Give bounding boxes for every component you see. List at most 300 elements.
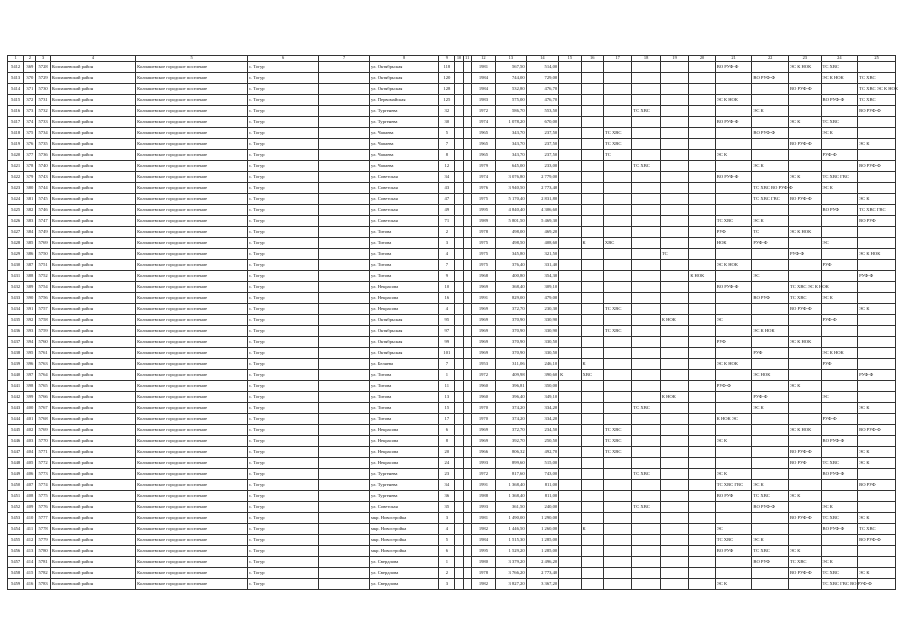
table-cell <box>715 205 752 216</box>
table-cell: 5431 <box>8 271 24 282</box>
table-cell: РУФ-Ф <box>821 315 858 326</box>
table-cell: 1 490,00 <box>496 513 527 524</box>
table-cell <box>660 62 688 73</box>
table-cell <box>319 337 370 348</box>
table-cell <box>559 260 581 271</box>
table-cell <box>752 249 789 260</box>
table-cell: с. Тогур <box>248 315 319 326</box>
table-cell <box>660 172 688 183</box>
table-cell: Колпашевский район <box>50 458 135 469</box>
table-cell <box>559 458 581 469</box>
table-row <box>8 282 896 293</box>
table-cell: 309,10 <box>526 282 559 293</box>
table-cell: 5425 <box>8 205 24 216</box>
column-number: 10 <box>456 55 462 61</box>
table-cell: ТС ХВС <box>788 293 821 304</box>
table-cell: 5777 <box>36 513 50 524</box>
table-cell: 1974 <box>471 117 495 128</box>
table-cell <box>788 150 821 161</box>
table-cell: Колпашевское городское поселение <box>136 326 248 337</box>
table-cell: 330,90 <box>526 326 559 337</box>
table-cell: 1981 <box>471 513 495 524</box>
table-cell <box>788 348 821 359</box>
table-cell: 118 <box>439 62 455 73</box>
table-cell <box>581 447 603 458</box>
table-cell <box>319 403 370 414</box>
table-cell: Колпашевское городское поселение <box>136 227 248 238</box>
table-cell <box>559 84 581 95</box>
table-cell <box>752 337 789 348</box>
table-cell: мкр. Новостройка <box>370 524 439 535</box>
table-cell <box>559 161 581 172</box>
table-cell <box>559 271 581 282</box>
table-cell: Колпашевский район <box>50 293 135 304</box>
table-cell <box>455 326 463 337</box>
table-cell: 5459 <box>8 579 24 590</box>
column-number: 25 <box>858 56 896 62</box>
table-cell <box>463 194 471 205</box>
table-cell: 409,98 <box>496 370 527 381</box>
table-cell: НОК <box>715 238 752 249</box>
table-cell <box>603 546 631 557</box>
table-cell: Колпашевский район <box>50 260 135 271</box>
table-cell: 390,60 <box>526 370 559 381</box>
table-cell: 372 <box>24 95 36 106</box>
table-cell <box>689 326 715 337</box>
table-cell: 1960 <box>471 381 495 392</box>
table-cell <box>858 172 896 183</box>
table-cell: ул. Советская <box>370 502 439 513</box>
table-cell: мкр. Новостройка <box>370 546 439 557</box>
table-cell <box>632 436 660 447</box>
table-cell <box>632 271 660 282</box>
table-cell <box>463 73 471 84</box>
table-cell: 400,80 <box>496 271 527 282</box>
table-cell <box>715 73 752 84</box>
table-cell: 230,30 <box>526 304 559 315</box>
table-cell <box>581 106 603 117</box>
table-cell: 371 <box>24 84 36 95</box>
table-cell: 5454 <box>8 524 24 535</box>
table-cell: с. Тогур <box>248 304 319 315</box>
table-cell: 330,50 <box>526 348 559 359</box>
table-cell: 2 831,80 <box>526 194 559 205</box>
table-cell: ТС <box>660 249 688 260</box>
table-cell: с. Тогур <box>248 557 319 568</box>
table-cell: 5449 <box>8 469 24 480</box>
table-cell <box>858 315 896 326</box>
table-cell: 383 <box>24 216 36 227</box>
table-cell <box>660 447 688 458</box>
table-cell <box>463 238 471 249</box>
table-cell: ЭС К <box>788 117 821 128</box>
table-cell: ВО РУФ <box>858 216 896 227</box>
table-cell <box>319 128 370 139</box>
table-cell <box>715 128 752 139</box>
table-cell: ВО РУФ-Ф <box>821 95 858 106</box>
table-cell: с. Тогур <box>248 502 319 513</box>
table-cell: 43 <box>439 183 455 194</box>
table-cell <box>660 436 688 447</box>
table-cell: Колпашевский район <box>50 535 135 546</box>
table-cell <box>689 513 715 524</box>
table-cell: 1982 <box>471 579 495 590</box>
table-cell <box>858 282 896 293</box>
table-cell: ул. Чапаева <box>370 150 439 161</box>
table-cell: Колпашевский район <box>50 117 135 128</box>
table-cell <box>455 172 463 183</box>
table-cell: 101 <box>439 348 455 359</box>
table-cell: ЭС К <box>858 304 896 315</box>
table-cell: ул. Титова <box>370 271 439 282</box>
table-cell <box>788 205 821 216</box>
table-cell <box>632 183 660 194</box>
table-cell <box>455 95 463 106</box>
table-cell <box>463 513 471 524</box>
table-cell: Колпашевский район <box>50 282 135 293</box>
table-cell: ТС ХВС <box>603 139 631 150</box>
table-cell: 5440 <box>8 370 24 381</box>
table-cell <box>752 304 789 315</box>
column-number: 23 <box>788 56 821 62</box>
table-cell <box>455 84 463 95</box>
table-cell: Колпашевское городское поселение <box>136 128 248 139</box>
table-cell <box>660 73 688 84</box>
table-cell: с. Тогур <box>248 293 319 304</box>
table-cell: ЭС К НОК <box>788 62 821 73</box>
table-cell: 234,50 <box>526 425 559 436</box>
table-cell: 476,70 <box>526 95 559 106</box>
table-cell <box>581 117 603 128</box>
table-cell: Колпашевское городское поселение <box>136 579 248 590</box>
table-cell <box>463 326 471 337</box>
table-cell: 5779 <box>36 535 50 546</box>
table-cell: ул. Тургенева <box>370 469 439 480</box>
table-cell <box>581 62 603 73</box>
table-cell: ТС ХВС ГВС <box>752 194 789 205</box>
table-cell: 5458 <box>8 568 24 579</box>
table-cell <box>455 227 463 238</box>
table-cell <box>319 568 370 579</box>
table-row <box>8 491 896 502</box>
table-cell: Колпашевское городское поселение <box>136 139 248 150</box>
table-cell: ВО РУФ-Ф <box>752 73 789 84</box>
table-cell: Колпашевский район <box>50 546 135 557</box>
table-cell: 35 <box>439 502 455 513</box>
table-cell: ул. Титова <box>370 260 439 271</box>
table-cell: Колпашевский район <box>50 304 135 315</box>
table-cell <box>603 568 631 579</box>
table-cell: с. Тогур <box>248 414 319 425</box>
table-cell: 5415 <box>8 95 24 106</box>
table-cell: 32 <box>439 106 455 117</box>
table-cell: мкр. Новостройка <box>370 513 439 524</box>
table-cell <box>463 491 471 502</box>
table-cell: К <box>581 238 603 249</box>
table-cell: 398 <box>24 381 36 392</box>
table-cell: 16 <box>439 293 455 304</box>
table-cell <box>858 469 896 480</box>
table-cell: К НОК <box>660 315 688 326</box>
table-cell: ул. Советская <box>370 194 439 205</box>
table-cell <box>858 491 896 502</box>
table-cell: 1993 <box>471 458 495 469</box>
table-cell <box>858 557 896 568</box>
table-cell <box>319 480 370 491</box>
table-cell: ЭС К <box>821 293 858 304</box>
table-cell <box>455 337 463 348</box>
table-cell: РУФ-Ф <box>821 150 858 161</box>
table-cell <box>752 381 789 392</box>
table-cell <box>463 392 471 403</box>
table-cell <box>455 370 463 381</box>
table-cell: 5782 <box>36 568 50 579</box>
table-cell: 399 <box>24 392 36 403</box>
table-cell: ТС ХВС ГВС <box>715 480 752 491</box>
table-cell <box>581 249 603 260</box>
table-cell <box>559 282 581 293</box>
table-cell <box>660 502 688 513</box>
table-cell: 5759 <box>36 326 50 337</box>
table-cell <box>463 304 471 315</box>
table-cell <box>559 249 581 260</box>
table-cell: 5778 <box>36 524 50 535</box>
table-row <box>8 469 896 480</box>
table-cell <box>319 161 370 172</box>
table-cell: ЭС К <box>752 480 789 491</box>
table-cell <box>581 139 603 150</box>
table-cell: 5451 <box>8 491 24 502</box>
table-cell <box>319 326 370 337</box>
table-cell <box>689 172 715 183</box>
table-cell: ЭС К НОК <box>858 249 896 260</box>
table-cell <box>559 150 581 161</box>
table-cell: 237,50 <box>526 128 559 139</box>
table-cell <box>455 557 463 568</box>
table-cell: 1969 <box>471 348 495 359</box>
table-cell: 372,70 <box>496 304 527 315</box>
table-cell: 553,50 <box>526 106 559 117</box>
table-cell <box>455 491 463 502</box>
table-cell: 1 529,20 <box>496 546 527 557</box>
table-cell <box>689 447 715 458</box>
table-cell <box>788 95 821 106</box>
table-cell: 2 496,20 <box>526 557 559 568</box>
table-cell <box>821 337 858 348</box>
table-cell: ХВС <box>603 238 631 249</box>
table-cell: 376,40 <box>496 260 527 271</box>
table-cell <box>463 260 471 271</box>
table-cell <box>455 73 463 84</box>
table-cell <box>660 524 688 535</box>
table-cell: Колпашевский район <box>50 194 135 205</box>
table-cell: Колпашевское городское поселение <box>136 469 248 480</box>
table-cell <box>821 480 858 491</box>
table-cell: 5765 <box>36 381 50 392</box>
table-cell: ТС ХВС ЭС К НОК <box>858 84 896 95</box>
table-cell <box>455 260 463 271</box>
table-cell: 1965 <box>471 150 495 161</box>
table-cell <box>463 425 471 436</box>
table-cell <box>319 139 370 150</box>
column-number: 7 <box>319 56 370 62</box>
table-cell: ул. Тургенева <box>370 491 439 502</box>
table-cell: 5452 <box>8 502 24 513</box>
table-cell: 373 <box>24 106 36 117</box>
table-cell: Колпашевский район <box>50 183 135 194</box>
table-cell: ул. Советская <box>370 183 439 194</box>
table-cell <box>463 524 471 535</box>
table-cell <box>581 150 603 161</box>
table-cell <box>821 216 858 227</box>
table-cell: 370,90 <box>496 348 527 359</box>
table-cell <box>689 161 715 172</box>
table-cell <box>603 359 631 370</box>
table-cell: ВО РУФ-Ф <box>821 469 858 480</box>
table-cell <box>603 414 631 425</box>
table-cell <box>463 62 471 73</box>
table-cell: 10 <box>439 282 455 293</box>
table-row <box>8 579 896 590</box>
table-body <box>8 56 896 590</box>
table-cell: 5772 <box>36 458 50 469</box>
table-cell: ВО РУФ-Ф <box>715 62 752 73</box>
table-cell <box>319 194 370 205</box>
table-cell: ВО РУФ <box>715 491 752 502</box>
column-number: 15 <box>559 56 581 62</box>
table-row <box>8 150 896 161</box>
table-cell <box>463 117 471 128</box>
table-cell: 411 <box>24 524 36 535</box>
table-cell: ТС ХВС <box>603 425 631 436</box>
table-cell: 47 <box>439 194 455 205</box>
table-cell: 404 <box>24 447 36 458</box>
table-cell <box>821 227 858 238</box>
table-cell: 5427 <box>8 227 24 238</box>
table-cell <box>660 337 688 348</box>
table-cell <box>821 491 858 502</box>
table-cell <box>632 128 660 139</box>
table-cell <box>455 436 463 447</box>
table-cell: 3 940,50 <box>496 183 527 194</box>
table-cell: 5453 <box>8 513 24 524</box>
table-cell <box>788 359 821 370</box>
table-cell: Колпашевское городское поселение <box>136 293 248 304</box>
table-cell: ВО РУФ <box>788 458 821 469</box>
table-cell <box>632 414 660 425</box>
table-cell <box>689 117 715 128</box>
table-cell <box>632 260 660 271</box>
table-cell: ВО РУФ-Ф <box>788 513 821 524</box>
table-cell: ул. Титова <box>370 370 439 381</box>
table-cell: 97 <box>439 326 455 337</box>
table-cell: 5420 <box>8 150 24 161</box>
table-cell <box>603 194 631 205</box>
table-cell <box>632 282 660 293</box>
table-cell: ТС ХВС <box>632 106 660 117</box>
table-cell: 3 <box>439 579 455 590</box>
table-cell: 5749 <box>36 227 50 238</box>
table-cell: 233,00 <box>526 161 559 172</box>
table-cell <box>788 524 821 535</box>
table-cell <box>581 205 603 216</box>
table-cell: 5766 <box>36 392 50 403</box>
table-cell <box>632 392 660 403</box>
table-cell: ТС ХВС <box>821 513 858 524</box>
table-cell <box>319 117 370 128</box>
table-cell: 5434 <box>8 304 24 315</box>
table-cell: 899,60 <box>496 458 527 469</box>
table-cell: Колпашевское городское поселение <box>136 337 248 348</box>
table-cell: 125 <box>439 95 455 106</box>
table-cell: ул. Некрасова <box>370 436 439 447</box>
table-cell <box>581 458 603 469</box>
table-cell: ВО РУФ <box>821 205 858 216</box>
table-cell <box>455 205 463 216</box>
table-cell <box>715 370 752 381</box>
table-cell: 498,00 <box>496 227 527 238</box>
table-cell <box>581 436 603 447</box>
table-cell <box>455 282 463 293</box>
table-cell <box>455 524 463 535</box>
table-cell <box>715 304 752 315</box>
table-cell <box>752 84 789 95</box>
table-cell: 1965 <box>471 128 495 139</box>
table-cell: 5761 <box>36 348 50 359</box>
table-cell: 3 <box>439 238 455 249</box>
table-cell: 1965 <box>471 139 495 150</box>
table-cell <box>463 205 471 216</box>
table-cell <box>689 315 715 326</box>
table-cell <box>319 381 370 392</box>
table-cell: 1972 <box>471 469 495 480</box>
table-cell: 1969 <box>471 315 495 326</box>
table-cell: Колпашевский район <box>50 480 135 491</box>
table-cell: ВО РУФ-Ф <box>752 128 789 139</box>
table-cell <box>455 139 463 150</box>
table-cell: 396 <box>24 359 36 370</box>
table-cell: 5757 <box>36 304 50 315</box>
table-cell: с. Тогур <box>248 271 319 282</box>
table-cell: 389 <box>24 282 36 293</box>
table-cell <box>689 403 715 414</box>
table-cell: 393 <box>24 326 36 337</box>
table-cell: К НОК <box>660 392 688 403</box>
table-cell: 408 <box>24 491 36 502</box>
table-cell <box>689 502 715 513</box>
table-cell <box>581 337 603 348</box>
table-cell <box>455 194 463 205</box>
table-cell: 4 <box>439 524 455 535</box>
table-cell: ЭС К <box>858 513 896 524</box>
table-cell <box>463 315 471 326</box>
table-cell: Колпашевский район <box>50 249 135 260</box>
table-cell <box>715 425 752 436</box>
table-cell: ВО РУФ-Ф <box>715 282 752 293</box>
table-cell: ул. Октябрьская <box>370 326 439 337</box>
table-cell: ЭС К НОК <box>788 337 821 348</box>
table-cell: Колпашевский район <box>50 62 135 73</box>
table-cell: 5752 <box>36 271 50 282</box>
table-cell: с. Тогур <box>248 436 319 447</box>
table-cell <box>858 546 896 557</box>
table-row <box>8 293 896 304</box>
table-cell: ТС ХВС <box>603 326 631 337</box>
table-cell: Колпашевское городское поселение <box>136 62 248 73</box>
table-cell: 99 <box>439 337 455 348</box>
table-cell: 5 <box>439 535 455 546</box>
table-cell: 400 <box>24 403 36 414</box>
